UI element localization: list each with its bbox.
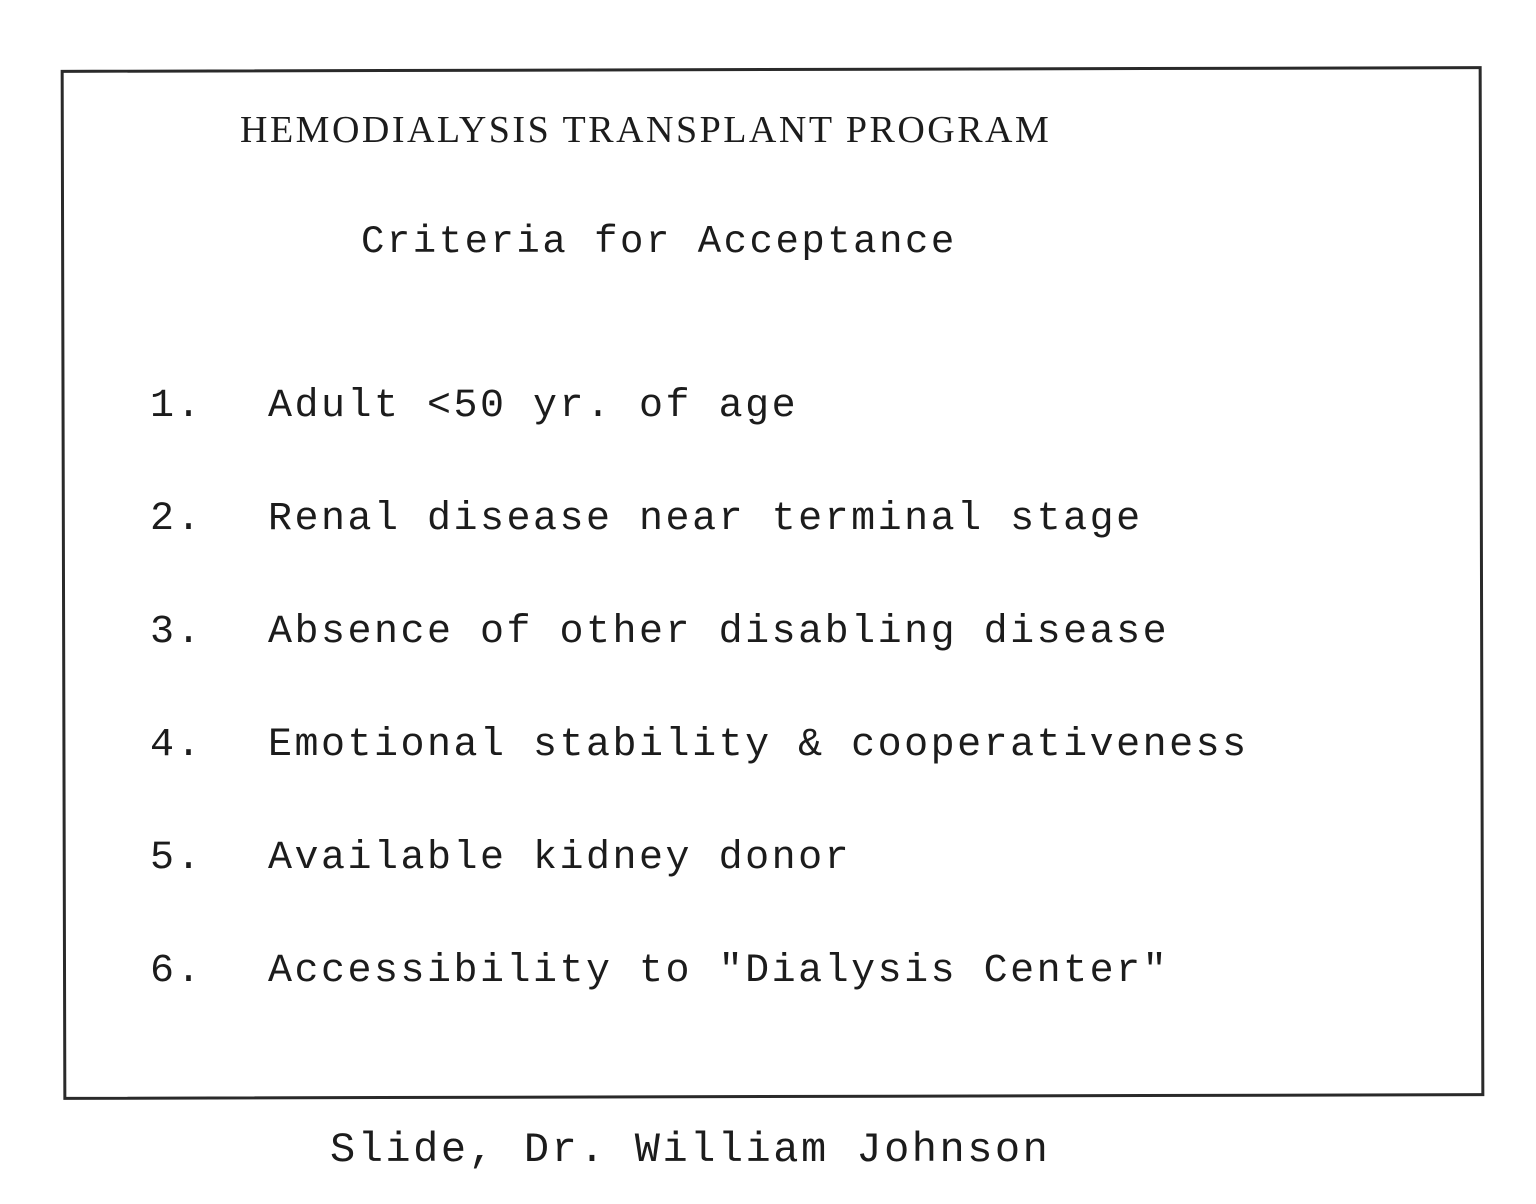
criteria-number: 1. [150,384,204,429]
criteria-item [150,723,1249,836]
criteria-text: Adult <50 yr. of age [268,384,799,429]
criteria-text: Accessibility to "Dialysis Center" [268,949,1170,994]
slide-subtitle: Criteria for Acceptance [361,220,957,264]
criteria-item [150,384,1249,497]
criteria-number: 3. [150,610,204,655]
criteria-item [150,610,1249,723]
slide-caption: Slide, Dr. William Johnson [330,1126,1051,1174]
criteria-text: Available kidney donor [268,836,852,881]
criteria-number: 6. [150,949,204,994]
criteria-number: 2. [150,497,204,542]
criteria-number: 5. [150,836,204,881]
criteria-item [150,949,1249,1062]
criteria-number: 4. [150,723,204,768]
slide-title: HEMODIALYSIS TRANSPLANT PROGRAM [240,109,1052,151]
criteria-item [150,497,1249,610]
criteria-list [150,384,1249,1062]
criteria-text: Absence of other disabling disease [268,610,1170,655]
criteria-item [150,836,1249,949]
criteria-text: Renal disease near terminal stage [268,497,1143,542]
criteria-text: Emotional stability & cooperativeness [268,723,1249,768]
